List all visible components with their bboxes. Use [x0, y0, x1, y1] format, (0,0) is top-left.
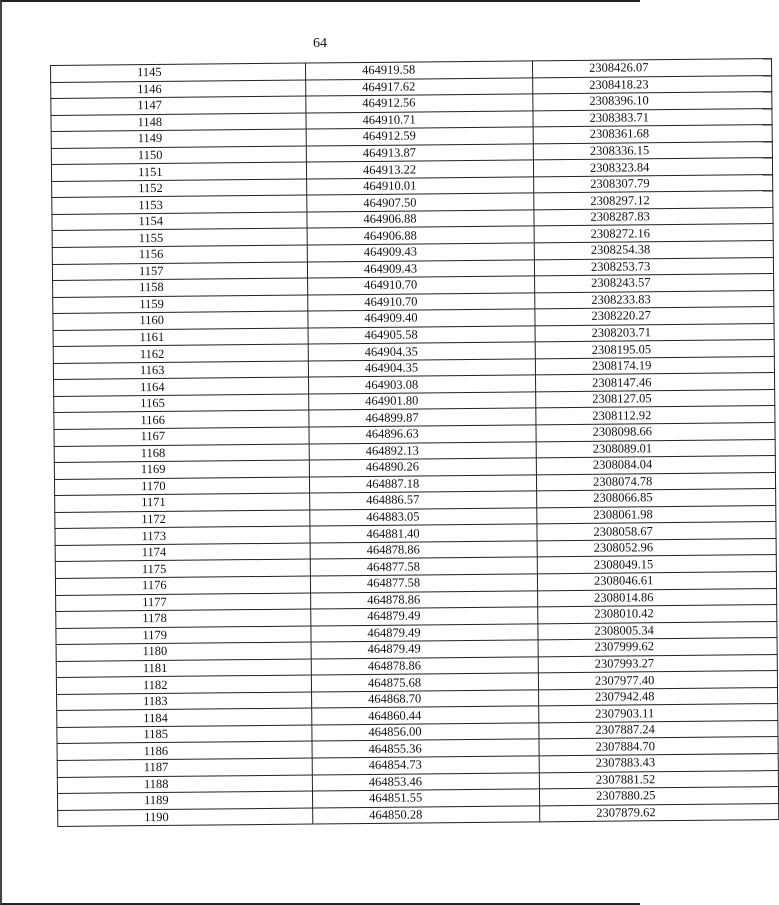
x-coordinate-cell: 464887.18	[309, 475, 536, 494]
point-number-cell: 1179	[56, 626, 311, 645]
y-coordinate-cell: 2308195.05	[535, 340, 774, 359]
x-coordinate-cell: 464910.01	[307, 177, 534, 196]
point-number-cell: 1152	[52, 179, 307, 198]
point-number-cell: 1161	[53, 328, 308, 347]
x-coordinate-cell: 464883.05	[310, 508, 537, 527]
point-number-cell: 1178	[56, 609, 311, 628]
x-coordinate-cell: 464912.56	[306, 94, 533, 113]
y-coordinate-cell: 2308383.71	[533, 108, 772, 127]
x-coordinate-cell: 464879.49	[311, 607, 538, 626]
point-number-cell: 1168	[54, 444, 309, 463]
x-coordinate-cell: 464850.28	[313, 805, 540, 824]
y-coordinate-cell: 2308426.07	[532, 59, 771, 78]
point-number-cell: 1187	[57, 758, 312, 777]
y-coordinate-cell: 2308243.57	[535, 274, 774, 293]
x-coordinate-cell: 464879.49	[311, 640, 538, 659]
y-coordinate-cell: 2308336.15	[533, 141, 772, 160]
point-number-cell: 1149	[51, 129, 306, 148]
point-number-cell: 1164	[54, 377, 309, 396]
point-number-cell: 1183	[57, 692, 312, 711]
point-number-cell: 1156	[52, 245, 307, 264]
coordinates-table	[50, 58, 779, 827]
page-number: 64	[313, 36, 327, 51]
point-number-cell: 1181	[56, 659, 311, 678]
point-number-cell: 1172	[55, 510, 310, 529]
x-coordinate-cell: 464909.43	[307, 259, 534, 278]
x-coordinate-cell: 464913.22	[306, 160, 533, 179]
x-coordinate-cell: 464906.88	[307, 210, 534, 229]
x-coordinate-cell: 464899.87	[309, 408, 536, 427]
point-number-cell: 1189	[57, 791, 312, 810]
y-coordinate-cell: 2308361.68	[533, 125, 772, 144]
x-coordinate-cell: 464851.55	[312, 789, 539, 808]
y-coordinate-cell: 2307977.40	[538, 671, 777, 690]
y-coordinate-cell: 2308066.85	[537, 489, 776, 508]
x-coordinate-cell: 464856.00	[312, 723, 539, 742]
x-coordinate-cell: 464903.08	[309, 375, 536, 394]
coordinates-table-body	[51, 59, 779, 827]
x-coordinate-cell: 464878.86	[311, 657, 538, 676]
x-coordinate-cell: 464913.87	[306, 144, 533, 163]
point-number-cell: 1145	[51, 63, 306, 82]
y-coordinate-cell: 2308127.05	[536, 389, 775, 408]
point-number-cell: 1186	[57, 741, 312, 760]
point-number-cell: 1173	[55, 526, 310, 545]
x-coordinate-cell: 464909.40	[308, 309, 535, 328]
point-number-cell: 1154	[52, 212, 307, 231]
y-coordinate-cell: 2308147.46	[536, 373, 775, 392]
x-coordinate-cell: 464910.70	[308, 293, 535, 312]
y-coordinate-cell: 2307887.24	[539, 720, 778, 739]
y-coordinate-cell: 2307880.25	[539, 787, 778, 806]
x-coordinate-cell: 464909.43	[307, 243, 534, 262]
point-number-cell: 1163	[53, 361, 308, 380]
y-coordinate-cell: 2308297.12	[534, 191, 773, 210]
point-number-cell: 1174	[55, 543, 310, 562]
coordinates-sheet	[50, 60, 656, 827]
point-number-cell: 1162	[53, 344, 308, 363]
y-coordinate-cell: 2308233.83	[535, 290, 774, 309]
point-number-cell: 1185	[57, 725, 312, 744]
x-coordinate-cell: 464904.35	[308, 359, 535, 378]
y-coordinate-cell: 2307903.11	[539, 704, 778, 723]
point-number-cell: 1155	[52, 229, 307, 248]
x-coordinate-cell: 464910.70	[308, 276, 535, 295]
y-coordinate-cell: 2307942.48	[539, 687, 778, 706]
y-coordinate-cell: 2308253.73	[534, 257, 773, 276]
x-coordinate-cell: 464892.13	[309, 441, 536, 460]
x-coordinate-cell: 464878.86	[310, 541, 537, 560]
y-coordinate-cell: 2308418.23	[533, 75, 772, 94]
y-coordinate-cell: 2308005.34	[538, 621, 777, 640]
point-number-cell: 1159	[53, 295, 308, 314]
point-number-cell: 1160	[53, 311, 308, 330]
y-coordinate-cell: 2308049.15	[537, 555, 776, 574]
y-coordinate-cell: 2308046.61	[537, 572, 776, 591]
x-coordinate-cell: 464904.35	[308, 342, 535, 361]
x-coordinate-cell: 464912.59	[306, 127, 533, 146]
x-coordinate-cell: 464917.62	[306, 77, 533, 96]
y-coordinate-cell: 2308323.84	[533, 158, 772, 177]
x-coordinate-cell: 464878.86	[311, 590, 538, 609]
point-number-cell: 1171	[55, 493, 310, 512]
x-coordinate-cell: 464877.58	[310, 557, 537, 576]
x-coordinate-cell: 464875.68	[311, 673, 538, 692]
y-coordinate-cell: 2308203.71	[535, 323, 774, 342]
y-coordinate-cell: 2308174.19	[535, 356, 774, 375]
y-coordinate-cell: 2308052.96	[537, 538, 776, 557]
y-coordinate-cell: 2308058.67	[537, 522, 776, 541]
y-coordinate-cell: 2308396.10	[533, 92, 772, 111]
y-coordinate-cell: 2308307.79	[534, 174, 773, 193]
point-number-cell: 1166	[54, 411, 309, 430]
y-coordinate-cell: 2307881.52	[539, 770, 778, 789]
x-coordinate-cell: 464855.36	[312, 739, 539, 758]
point-number-cell: 1158	[53, 278, 308, 297]
y-coordinate-cell: 2308061.98	[537, 505, 776, 524]
point-number-cell: 1176	[55, 576, 310, 595]
y-coordinate-cell: 2308084.04	[536, 456, 775, 475]
y-coordinate-cell: 2307999.62	[538, 638, 777, 657]
x-coordinate-cell: 464907.50	[307, 193, 534, 212]
x-coordinate-cell: 464877.58	[310, 574, 537, 593]
x-coordinate-cell: 464905.58	[308, 326, 535, 345]
point-number-cell: 1147	[51, 96, 306, 115]
y-coordinate-cell: 2308272.16	[534, 224, 773, 243]
y-coordinate-cell: 2308014.86	[538, 588, 777, 607]
y-coordinate-cell: 2308287.83	[534, 207, 773, 226]
point-number-cell: 1157	[52, 262, 307, 281]
point-number-cell: 1188	[57, 775, 312, 794]
x-coordinate-cell: 464879.49	[311, 623, 538, 642]
x-coordinate-cell: 464896.63	[309, 425, 536, 444]
point-number-cell: 1148	[51, 113, 306, 132]
x-coordinate-cell: 464890.26	[309, 458, 536, 477]
y-coordinate-cell: 2307883.43	[539, 754, 778, 773]
point-number-cell: 1165	[54, 394, 309, 413]
x-coordinate-cell: 464919.58	[305, 61, 532, 80]
y-coordinate-cell: 2308089.01	[536, 439, 775, 458]
y-coordinate-cell: 2308254.38	[534, 241, 773, 260]
x-coordinate-cell: 464854.73	[312, 756, 539, 775]
y-coordinate-cell: 2307879.62	[540, 803, 779, 822]
y-coordinate-cell: 2308112.92	[536, 406, 775, 425]
point-number-cell: 1167	[54, 427, 309, 446]
x-coordinate-cell: 464910.71	[306, 111, 533, 130]
x-coordinate-cell: 464881.40	[310, 524, 537, 543]
x-coordinate-cell: 464853.46	[312, 772, 539, 791]
point-number-cell: 1190	[58, 808, 313, 827]
point-number-cell: 1180	[56, 642, 311, 661]
point-number-cell: 1169	[54, 460, 309, 479]
point-number-cell: 1153	[52, 195, 307, 214]
y-coordinate-cell: 2308074.78	[536, 472, 775, 491]
point-number-cell: 1184	[57, 708, 312, 727]
point-number-cell: 1146	[51, 80, 306, 99]
point-number-cell: 1182	[56, 675, 311, 694]
x-coordinate-cell: 464906.88	[307, 226, 534, 245]
point-number-cell: 1170	[54, 477, 309, 496]
y-coordinate-cell: 2307993.27	[538, 654, 777, 673]
point-number-cell: 1150	[51, 146, 306, 165]
point-number-cell: 1175	[55, 559, 310, 578]
x-coordinate-cell: 464886.57	[310, 491, 537, 510]
x-coordinate-cell: 464868.70	[312, 690, 539, 709]
x-coordinate-cell: 464901.80	[309, 392, 536, 411]
y-coordinate-cell: 2307884.70	[539, 737, 778, 756]
y-coordinate-cell: 2308010.42	[538, 605, 777, 624]
point-number-cell: 1151	[51, 162, 306, 181]
point-number-cell: 1177	[56, 593, 311, 612]
x-coordinate-cell: 464860.44	[312, 706, 539, 725]
y-coordinate-cell: 2308220.27	[535, 307, 774, 326]
y-coordinate-cell: 2308098.66	[536, 423, 775, 442]
